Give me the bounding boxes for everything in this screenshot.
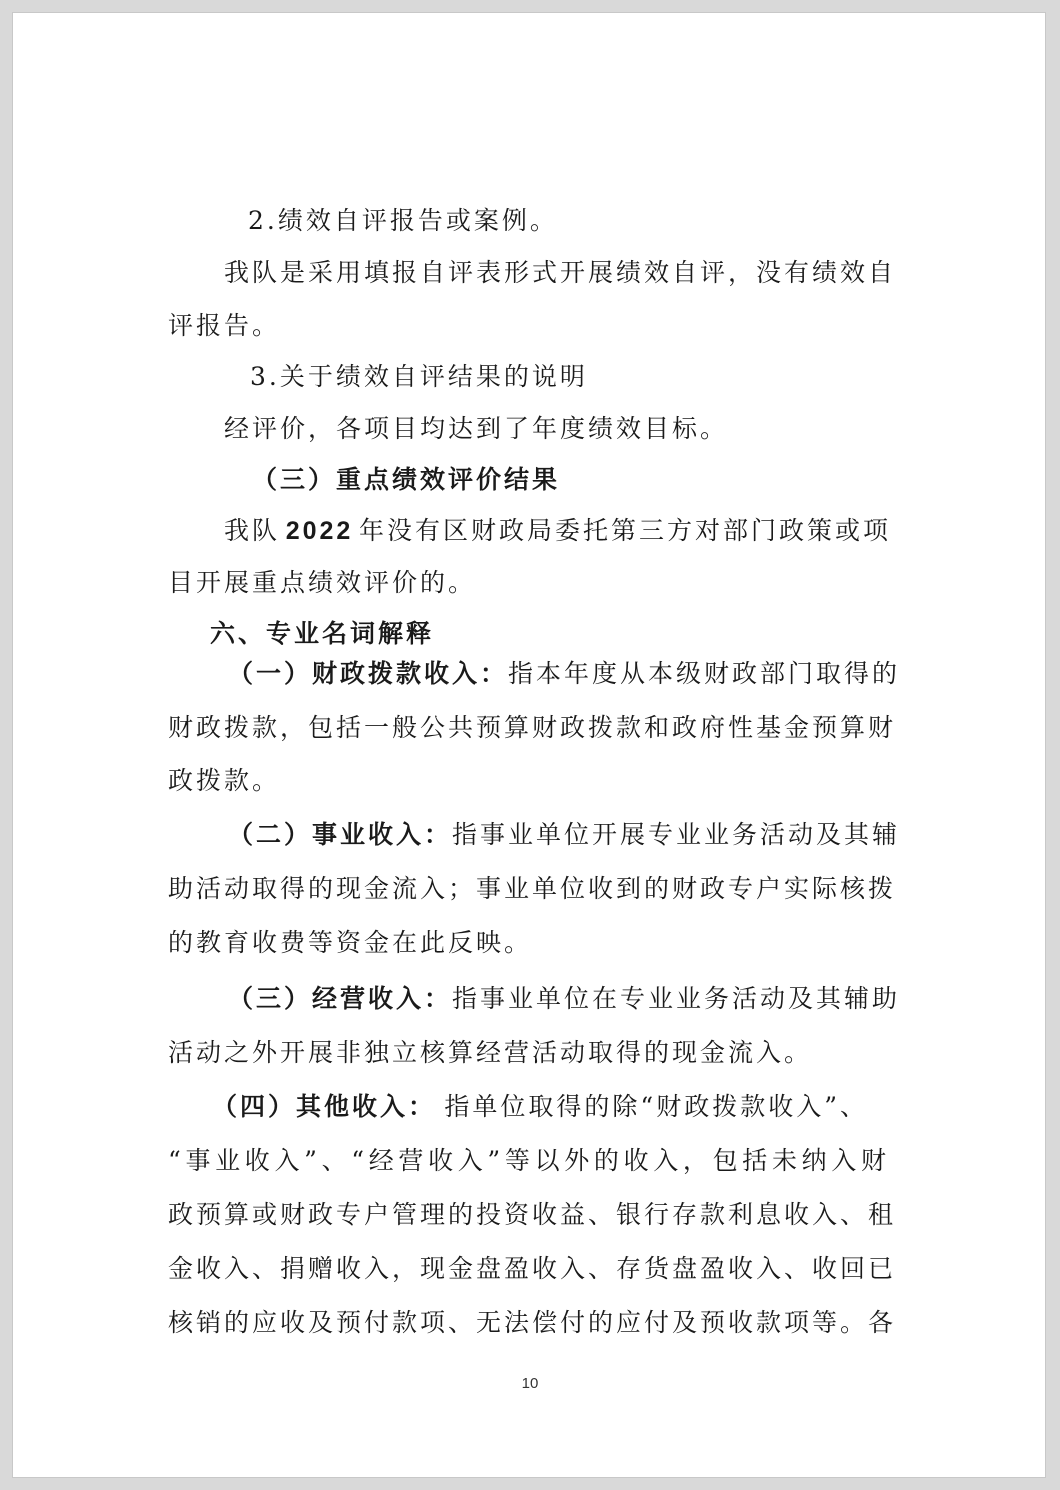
glossary-definition: 指事业单位在专业业务活动及其辅助 (452, 984, 901, 1013)
glossary-term-line (212, 1090, 868, 1124)
text-segment: 我队 (224, 516, 281, 545)
text-segment: 年没有区财政局委托第三方对部门政策或项 (358, 516, 891, 545)
glossary-term: （三）经营收入： (228, 984, 453, 1013)
paragraph-line (224, 514, 891, 548)
glossary-definition: 指本年度从本级财政部门取得的 (508, 659, 901, 688)
glossary-definition: 指单位取得的除“财政拨款收入”、 (444, 1092, 868, 1121)
glossary-term-line (228, 982, 901, 1016)
page-number: 10 (521, 1375, 539, 1392)
paragraph-line: 经评价，各项目均达到了年度绩效目标。 (224, 414, 729, 443)
glossary-term: （二）事业收入： (228, 820, 453, 849)
glossary-term-line (228, 657, 901, 691)
heading-result-description: 3.关于绩效自评结果的说明 (250, 362, 588, 391)
paragraph-line: 目开展重点绩效评价的。 (168, 568, 477, 597)
paragraph-line: 金收入、捐赠收入，现金盘盈收入、存货盘盈收入、收回已 (168, 1254, 897, 1283)
paragraph-line: 助活动取得的现金流入；事业单位收到的财政专户实际核拨 (168, 874, 897, 903)
paragraph-line: 的教育收费等资金在此反映。 (168, 928, 533, 957)
glossary-term: （四）其他收入： (212, 1092, 437, 1121)
paragraph-line: 核销的应收及预付款项、无法偿付的应付及预收款项等。各 (168, 1308, 897, 1337)
glossary-term-line (228, 818, 901, 852)
glossary-definition: 指事业单位开展专业业务活动及其辅 (452, 820, 901, 849)
glossary-term: （一）财政拨款收入： (228, 659, 509, 688)
heading-key-evaluation: （三）重点绩效评价结果 (252, 465, 561, 494)
heading-self-evaluation-report: 2.绩效自评报告或案例。 (248, 206, 558, 235)
paragraph-line: 政预算或财政专户管理的投资收益、银行存款利息收入、租 (168, 1200, 897, 1229)
year-number: 2022 (285, 517, 354, 545)
paragraph-line: 评报告。 (168, 311, 281, 340)
paragraph-line: 政拨款。 (168, 766, 281, 795)
paragraph-line: “事业收入”、“经营收入”等以外的收入，包括未纳入财 (168, 1146, 889, 1175)
paragraph-line: 财政拨款，包括一般公共预算财政拨款和政府性基金预算财 (168, 713, 897, 742)
paragraph-line: 活动之外开展非独立核算经营活动取得的现金流入。 (168, 1038, 813, 1067)
section-heading-glossary: 六、专业名词解释 (210, 619, 435, 648)
paragraph-line: 我队是采用填报自评表形式开展绩效自评，没有绩效自 (224, 258, 897, 287)
